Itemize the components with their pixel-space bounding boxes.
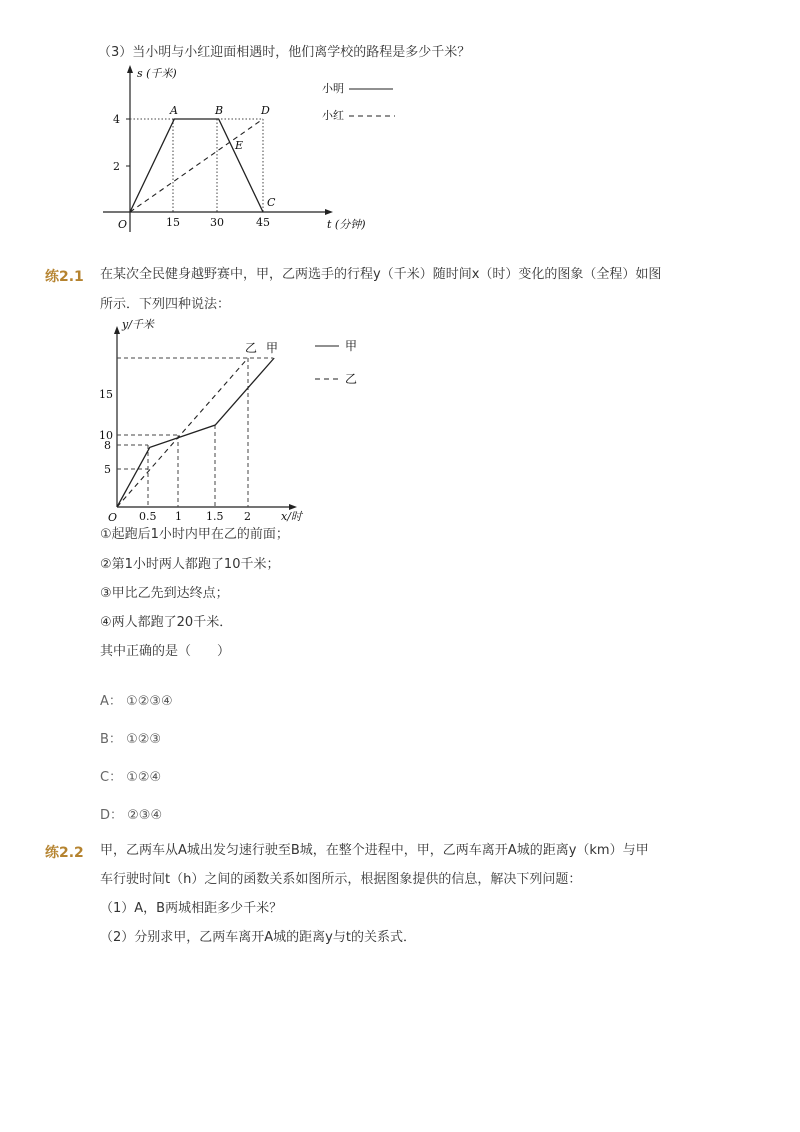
point-label-c: C [267, 196, 276, 209]
exercise-2-1-label: 练2.1 [45, 269, 84, 285]
point-label-e: E [235, 139, 244, 152]
statement-3: ③甲比乙先到达终点； [100, 586, 229, 601]
y-tick-label: 10 [99, 429, 113, 442]
question-prompt: 其中正确的是（ ） [100, 644, 231, 659]
x-tick-label: 30 [210, 216, 224, 229]
origin-label: O [118, 218, 128, 231]
question-3-text: （3）当小明与小红迎面相遇时，他们离学校的路程是多少千米？ [98, 45, 471, 60]
option-c[interactable] [100, 766, 161, 785]
exercise-2-2-sub2: （2）分别求甲，乙两车离开A城的距离y与t的关系式． [100, 930, 416, 945]
y-axis-label: s (千米) [137, 67, 177, 80]
option-value: ②③④ [127, 808, 163, 823]
option-value: ①②③④ [126, 694, 173, 709]
option-d[interactable] [100, 804, 162, 823]
exercise-2-2-label: 练2.2 [45, 845, 84, 861]
option-a[interactable] [100, 690, 173, 709]
graph-1 [95, 62, 415, 237]
option-key: A： [100, 694, 122, 709]
y-axis-label: y/千米 [122, 318, 154, 331]
statement-1: ①起跑后1小时内甲在乙的前面； [100, 527, 289, 542]
exercise-2-2-stem-line2: 车行驶时间t（h）之间的函数关系如图所示，根据图象提供的信息，解决下列问题： [100, 872, 582, 887]
y-tick-label: 5 [104, 463, 111, 476]
option-b[interactable] [100, 728, 161, 747]
option-value: ①②③ [126, 732, 162, 747]
y-axis-arrow [127, 65, 133, 73]
series-jia-line [117, 358, 274, 507]
legend-label-yi: 乙 [345, 372, 358, 386]
series-xiaohong-line [130, 119, 263, 212]
statement-4: ④两人都跑了20千米． [100, 615, 233, 630]
exercise-2-2-stem-line1: 甲，乙两车从A城出发匀速行驶至B城，在整个进程中，甲，乙两车离开A城的距离y（km）与甲 [100, 843, 649, 858]
point-label-d: D [261, 104, 270, 117]
x-tick-label: 2 [244, 510, 251, 523]
x-tick-label: 0.5 [139, 510, 157, 523]
option-value: ①②④ [126, 770, 162, 785]
end-label-yi: 乙 [245, 341, 258, 355]
y-axis-arrow [114, 326, 120, 334]
series-yi-line [117, 358, 248, 507]
option-key: C： [100, 770, 123, 785]
point-label-a: A [170, 104, 178, 117]
point-label-b: B [215, 104, 224, 117]
y-tick-label: 4 [113, 113, 120, 126]
x-tick-label: 1 [175, 510, 182, 523]
legend-label-xiaoming: 小明 [322, 82, 344, 95]
graph-2 [95, 312, 375, 527]
exercise-2-2-sub1: （1）A，B两城相距多少千米？ [100, 901, 283, 916]
y-tick-label: 2 [113, 160, 120, 173]
end-label-jia: 甲 [266, 341, 279, 355]
y-tick-label: 8 [104, 439, 111, 452]
option-key: D： [100, 808, 124, 823]
x-axis-arrow [325, 209, 333, 215]
x-axis-label: t (分钟) [327, 218, 366, 231]
origin-label: O [108, 511, 118, 524]
x-tick-label: 45 [256, 216, 270, 229]
x-tick-label: 1.5 [206, 510, 224, 523]
exercise-2-1-stem-line1: 在某次全民健身越野赛中，甲，乙两选手的行程y（千米）随时间x（时）变化的图象（全程）如图 [100, 267, 662, 282]
option-key: B： [100, 732, 122, 747]
exercise-2-1-stem-line2: 所示．下列四种说法： [100, 297, 231, 312]
legend-label-xiaohong: 小红 [322, 109, 344, 122]
statement-2: ②第1小时两人都跑了10千米； [100, 557, 280, 572]
legend-label-jia: 甲 [345, 339, 358, 353]
x-tick-label: 15 [166, 216, 180, 229]
x-axis-label: x/时 [281, 510, 302, 523]
y-tick-label: 15 [99, 388, 113, 401]
